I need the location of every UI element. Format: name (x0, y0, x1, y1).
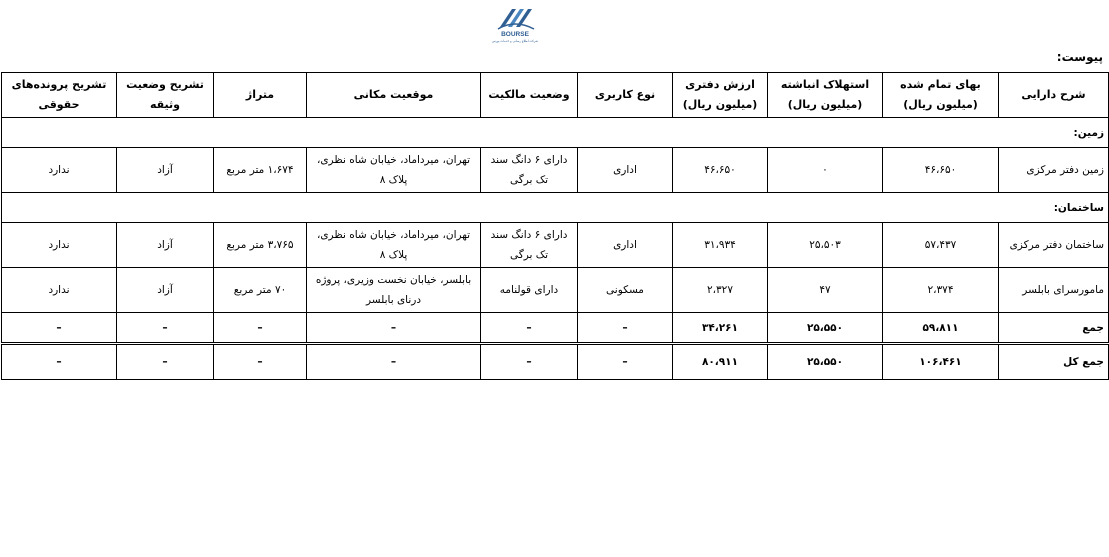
section-row-building (2, 193, 1109, 223)
table-header-row (2, 73, 1109, 118)
logo-text: BOURSE (501, 31, 529, 38)
cell-dash: – (2, 344, 117, 380)
total-row (2, 344, 1109, 380)
cell-total-label: جمع کل (999, 344, 1109, 380)
cell-sum-book-value: ۳۴،۲۶۱ (673, 313, 768, 344)
logo-caption: شرکت اطلاع رسانی و خدمات بورس (492, 39, 538, 43)
cell-dash: – (117, 313, 214, 344)
cell-sum-label: جمع (999, 313, 1109, 344)
cell-dash: – (214, 344, 307, 380)
col-legal-cases: تشریح پرونده‌های حقوقی (2, 73, 117, 118)
cell-area: ۷۰ متر مربع (214, 268, 307, 313)
cell-location: بابلسر، خیابان نخست وزیری، پروژه درنای بابلسر (307, 268, 481, 313)
subtotal-row (2, 313, 1109, 344)
cell-legal: ندارد (2, 268, 117, 313)
col-accumulated-depreciation: استهلاک انباشته (میلیون ریال) (768, 73, 883, 118)
cell-usage: اداری (578, 148, 673, 193)
section-row-land (2, 118, 1109, 148)
cell-depreciation: ۴۷ (768, 268, 883, 313)
cell-asset: زمین دفتر مرکزی (999, 148, 1109, 193)
col-ownership-status: وضعیت مالکیت (481, 73, 578, 118)
cell-asset: مامورسرای بابلسر (999, 268, 1109, 313)
cell-area: ۳،۷۶۵ متر مربع (214, 223, 307, 268)
cell-ownership: دارای ۶ دانگ سند تک برگی (481, 148, 578, 193)
cell-cost: ۴۶،۶۵۰ (883, 148, 999, 193)
cell-ownership: دارای قولنامه (481, 268, 578, 313)
cell-dash: – (481, 344, 578, 380)
cell-book-value: ۲،۳۲۷ (673, 268, 768, 313)
cell-cost: ۵۷،۴۳۷ (883, 223, 999, 268)
cell-sum-cost: ۵۹،۸۱۱ (883, 313, 999, 344)
table-row (2, 268, 1109, 313)
cell-dash: – (214, 313, 307, 344)
cell-total-depreciation: ۲۵،۵۵۰ (768, 344, 883, 380)
cell-cost: ۲،۳۷۴ (883, 268, 999, 313)
cell-dash: – (578, 344, 673, 380)
cell-collateral: آزاد (117, 148, 214, 193)
cell-total-book-value: ۸۰،۹۱۱ (673, 344, 768, 380)
cell-usage: مسکونی (578, 268, 673, 313)
cell-book-value: ۴۶،۶۵۰ (673, 148, 768, 193)
table-row (2, 223, 1109, 268)
col-cost: بهای تمام شده (میلیون ریال) (883, 73, 999, 118)
col-area: متراژ (214, 73, 307, 118)
assets-table (1, 72, 1109, 380)
cell-legal: ندارد (2, 223, 117, 268)
cell-depreciation: ۲۵،۵۰۳ (768, 223, 883, 268)
cell-area: ۱،۶۷۴ متر مربع (214, 148, 307, 193)
appendix-title: پیوست: (1056, 50, 1103, 64)
cell-location: تهران، میرداماد، خیابان شاه نظری، پلاک ۸ (307, 223, 481, 268)
col-book-value: ارزش دفتری (میلیون ریال) (673, 73, 768, 118)
cell-dash: – (117, 344, 214, 380)
col-location: موقعیت مکانی (307, 73, 481, 118)
section-title: ساختمان: (2, 193, 1109, 223)
col-asset-description: شرح دارایی (999, 73, 1109, 118)
col-usage-type: نوع کاربری (578, 73, 673, 118)
cell-collateral: آزاد (117, 268, 214, 313)
cell-legal: ندارد (2, 148, 117, 193)
cell-dash: – (307, 313, 481, 344)
cell-collateral: آزاد (117, 223, 214, 268)
cell-dash: – (578, 313, 673, 344)
section-title: زمین: (2, 118, 1109, 148)
cell-ownership: دارای ۶ دانگ سند تک برگی (481, 223, 578, 268)
cell-usage: اداری (578, 223, 673, 268)
bourse-logo (492, 5, 538, 43)
cell-dash: – (481, 313, 578, 344)
cell-dash: – (2, 313, 117, 344)
cell-dash: – (307, 344, 481, 380)
cell-location: تهران، میرداماد، خیابان شاه نظری، پلاک ۸ (307, 148, 481, 193)
cell-depreciation: ۰ (768, 148, 883, 193)
cell-asset: ساختمان دفتر مرکزی (999, 223, 1109, 268)
cell-sum-depreciation: ۲۵،۵۵۰ (768, 313, 883, 344)
table-row (2, 148, 1109, 193)
cell-book-value: ۳۱،۹۳۴ (673, 223, 768, 268)
col-collateral-status: تشریح وضعیت وثیقه (117, 73, 214, 118)
cell-total-cost: ۱۰۶،۴۶۱ (883, 344, 999, 380)
logo-mark-icon (498, 9, 534, 29)
